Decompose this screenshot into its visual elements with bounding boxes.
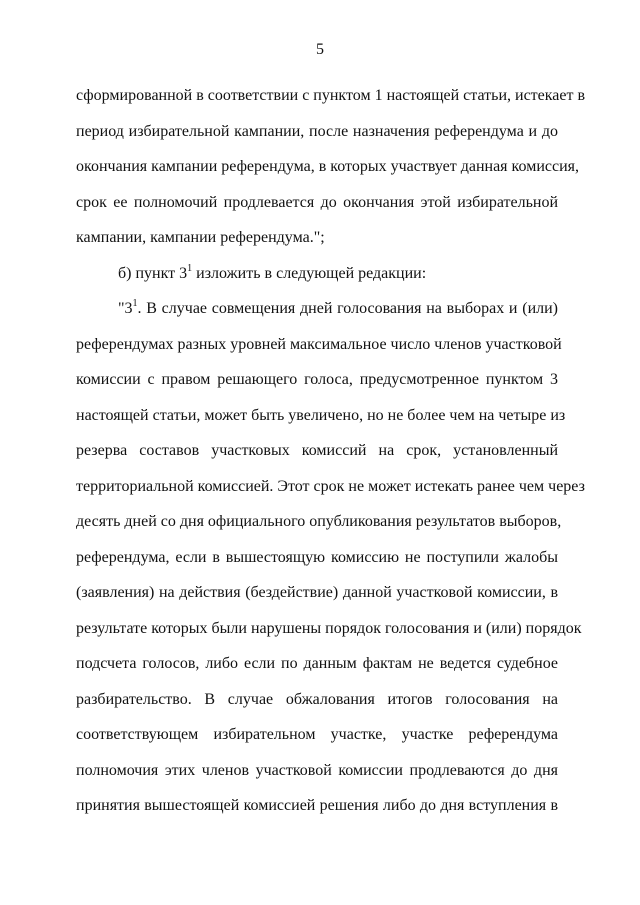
text-line: результате которых были нарушены порядок голосования и (или) порядок xyxy=(76,619,582,637)
clause-suffix: . В случае совмещения дней голосования на выборах и (или) xyxy=(137,300,558,317)
subparagraph-b-suffix: изложить в следующей редакции: xyxy=(192,264,427,282)
clause-prefix: "3 xyxy=(118,300,133,317)
text-line: срок ее полномочий продлевается до окончания этой избирательной xyxy=(76,193,558,211)
text-line: референдумах разных уровней максимальное число членов участковой xyxy=(76,335,562,353)
text-line: подсчета голосов, либо если по данным фактам не ведется судебное xyxy=(76,655,558,672)
text-line: полномочия этих членов участковой комиссии продлеваются до дня xyxy=(76,761,558,779)
text-line: (заявления) на действия (бездействие) данной участковой комиссии, в xyxy=(76,584,558,601)
document-body xyxy=(76,78,586,824)
text-line: территориальной комиссией. Этот срок не может истекать ранее чем через xyxy=(76,477,585,495)
text-line: период избирательной кампании, после назначения референдума и до xyxy=(76,122,558,140)
text-line: референдума, если в вышестоящую комиссию не поступили жалобы xyxy=(76,548,558,566)
text-line: сформированной в соответствии с пунктом 1 настоящей статьи, истекает в xyxy=(76,87,586,104)
clause-3-1-start xyxy=(76,291,558,327)
subparagraph-b xyxy=(76,256,558,292)
text-line: окончания кампании референдума, в которых участвует данная комиссия, xyxy=(76,158,580,175)
text-line: настоящей статьи, может быть увеличено, но не более чем на четыре из xyxy=(76,406,566,424)
subparagraph-b-prefix: б) пункт 3 xyxy=(118,264,188,282)
text-line: комиссии с правом решающего голоса, предусмотренное пунктом 3 xyxy=(76,371,558,388)
text-line: разбирательство. В случае обжалования итогов голосования на xyxy=(76,690,558,708)
text-line: кампании, кампании референдума."; xyxy=(76,229,325,246)
superscript: 1 xyxy=(187,262,193,274)
page-number: 5 xyxy=(316,41,324,58)
text-line: соответствующем избирательном участке, участке референдума xyxy=(76,726,558,743)
text-line: принятия вышестоящей комиссией решения либо до дня вступления в xyxy=(76,797,558,814)
superscript: 1 xyxy=(132,298,138,309)
text-line: десять дней со дня официального опубликования результатов выборов, xyxy=(76,513,562,530)
text-line: резерва составов участковых комиссий на срок, установленный xyxy=(76,442,558,459)
